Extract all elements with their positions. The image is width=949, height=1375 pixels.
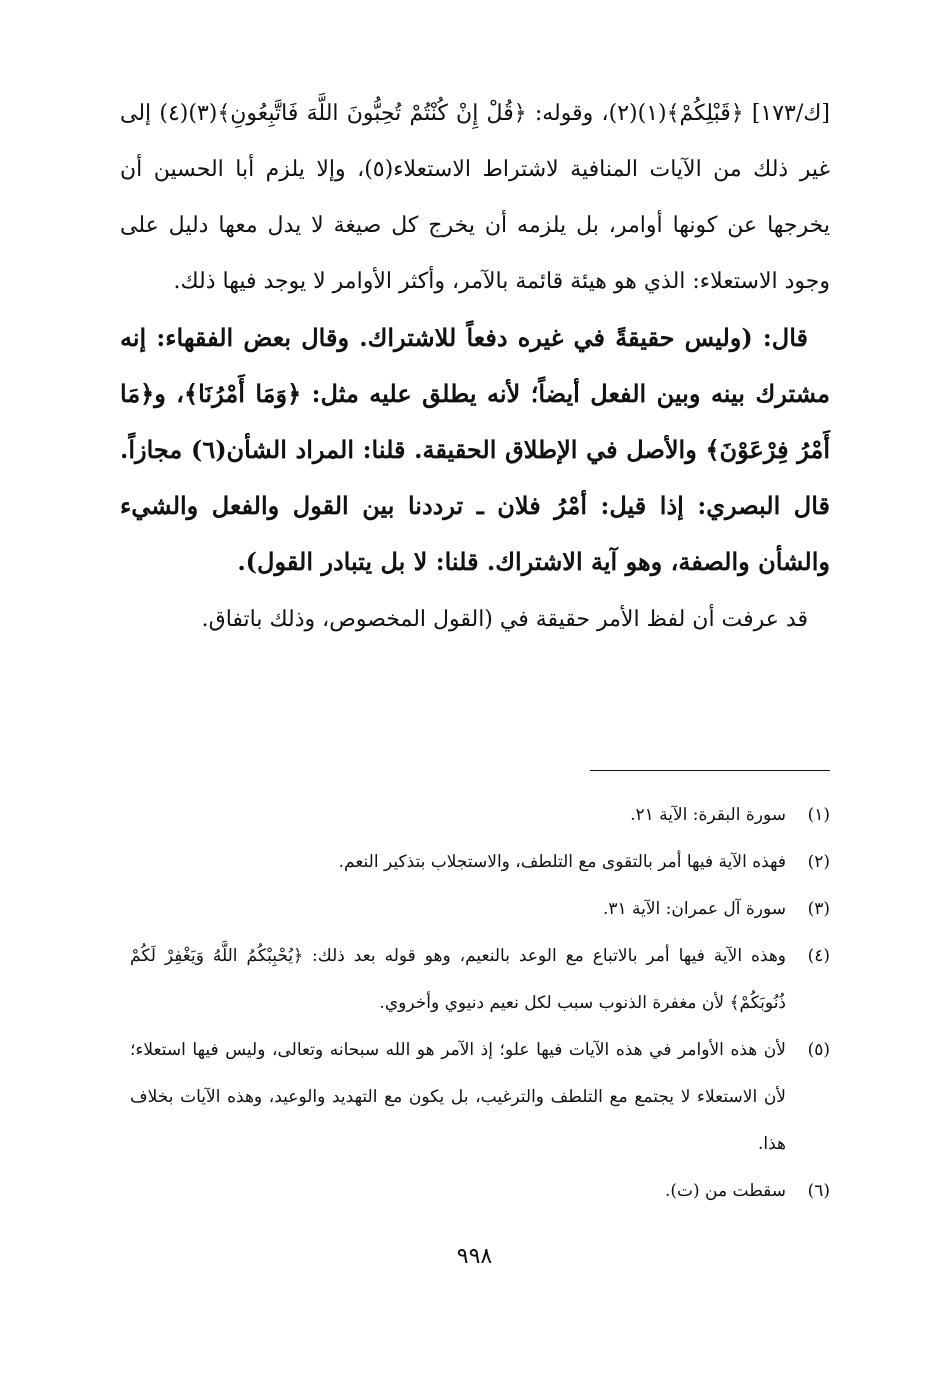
footnote-text: سورة آل عمران: الآية ٣١. [602, 899, 786, 919]
page-number: ٩٩٨ [456, 1244, 493, 1269]
footnote-number: (٣) [807, 899, 830, 919]
footnote-3 [130, 886, 830, 933]
footnote-text: فهذه الآية فيها أمر بالتقوى مع التلطف، والاستجلاب بتذكير النعم. [338, 852, 786, 872]
footnote-text: سورة البقرة: الآية ٢١. [630, 805, 786, 825]
footnotes [130, 792, 830, 1215]
footnote-5 [130, 1027, 830, 1168]
footnote-number: (٥) [807, 1040, 830, 1060]
footnote-number: (٢) [807, 852, 830, 872]
footnote-separator [590, 770, 830, 771]
main-text [120, 86, 830, 648]
footnote-1 [130, 792, 830, 839]
footnote-number: (١) [807, 805, 830, 825]
footnote-4 [130, 933, 830, 1027]
body-paragraph-1: [ك/١٧٣] ﴿قَبْلِكُمْ﴾(١)(٢)، وقوله: ﴿قُلْ إِنْ كُنْتُمْ تُحِبُّونَ اللَّهَ فَاتَّبِعُونِ﴾(٣)(٤) إلى غير ذلك من الآيات المنافية لاشتراط الاستعلاء(٥)، وإلا يلزم أبا الحسين أن يخرجها عن كونها أوامر، بل يلزمه أن يخرج كل صيغة لا يدل معها دليل على وجود الاستعلاء: الذي هو هيئة قائمة بالآمر، وأكثر الأوامر لا يوجد فيها ذلك. [120, 101, 831, 294]
footnote-6 [130, 1168, 830, 1215]
footnote-number: (٦) [807, 1181, 830, 1201]
quoted-matn-block: قال: (وليس حقيقةً في غيره دفعاً للاشتراك. وقال بعض الفقهاء: إنه مشترك بينه وبين الفعل أيضاً؛ لأنه يطلق عليه مثل: ﴿وَمَا أَمْرُنَا﴾، و﴿مَا أَمْرُ فِرْعَوْنَ﴾ والأصل في الإطلاق الحقيقة. قلنا: المراد الشأن(٦) مجازاً. قال البصري: إذا قيل: أمْرُ فلان ـ ترددنا بين القول والفعل والشيء والشأن والصفة، وهو آية الاشتراك. قلنا: لا بل يتبادر القول). [120, 323, 831, 576]
footnote-text: سقطت من (ت). [664, 1181, 786, 1201]
footnote-2 [130, 839, 830, 886]
body-paragraph-2: قد عرفت أن لفظ الأمر حقيقة في (القول المخصوص، وذلك باتفاق. [201, 607, 808, 632]
footnote-number: (٤) [807, 946, 830, 966]
footnote-text: وهذه الآية فيها أمر بالاتباع مع الوعد بالنعيم، وهو قوله بعد ذلك: ﴿يُحْبِبْكُمُ اللَّهُ وَيَغْفِرْ لَكُمْ ذُنُوبَكُمْ﴾ لأن مغفرة الذنوب سبب لكل نعيم دنيوي وأخروي. [130, 946, 786, 1013]
footnote-text: لأن هذه الأوامر في هذه الآيات فيها علو؛ إذ الآمر هو الله سبحانه وتعالى، وليس فيها استعلاء؛ لأن الاستعلاء لا يجتمع مع التلطف والترغيب، بل يكون مع التهديد والوعيد، وهذه الآيات بخلاف هذا. [130, 1040, 786, 1154]
